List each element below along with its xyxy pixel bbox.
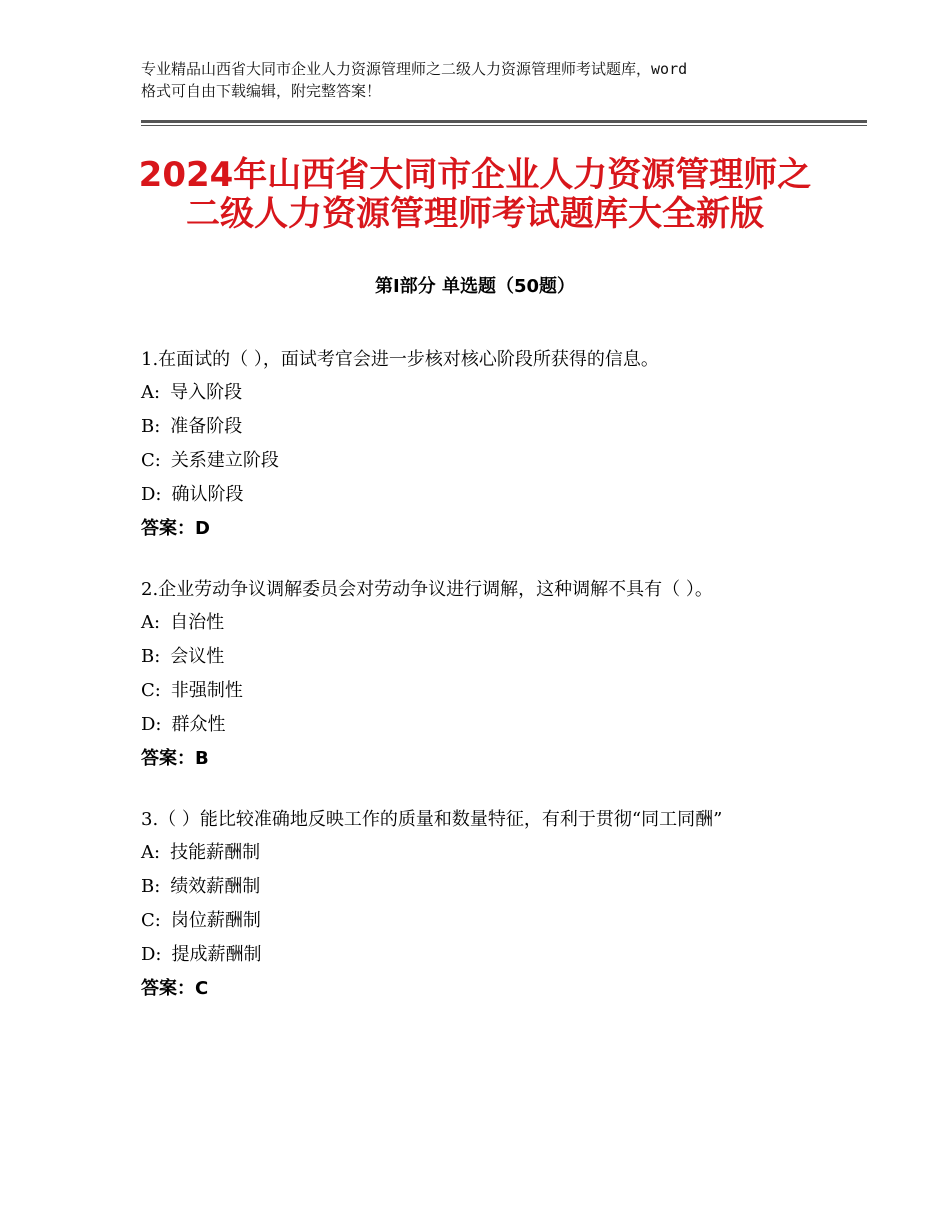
option-d <box>141 478 821 512</box>
option-letter: D: <box>141 714 162 735</box>
question-3 <box>141 804 821 1006</box>
option-text: 非强制性 <box>170 680 243 701</box>
question-text: 1.在面试的（ ），面试考官会进一步核对核心阶段所获得的信息。 <box>141 349 659 370</box>
answer: 答案：D <box>141 518 210 539</box>
document-title-line-1: 2024年山西省大同市企业人力资源管理师之 <box>138 155 812 195</box>
option-b <box>141 640 821 674</box>
option-letter: C: <box>141 910 161 931</box>
option-text: 绩效薪酬制 <box>170 876 261 897</box>
option-text: 技能薪酬制 <box>170 842 261 863</box>
option-letter: A: <box>141 612 161 633</box>
answer: 答案：B <box>141 748 209 769</box>
section-title: 第Ⅰ部分 单选题（50题） <box>374 276 575 297</box>
question-2 <box>141 574 821 776</box>
document-title-line-2: 二级人力资源管理师考试题库大全新版 <box>186 194 764 234</box>
option-letter: C: <box>141 450 161 471</box>
option-letter: D: <box>141 944 162 965</box>
question-text: 3.（ ）能比较准确地反映工作的质量和数量特征，有利于贯彻“同工同酬” <box>141 809 723 830</box>
header-note-line-2: 格式可自由下载编辑，附完整答案！ <box>141 82 382 100</box>
option-d <box>141 938 821 972</box>
option-text: 关系建立阶段 <box>170 450 279 471</box>
header-note <box>141 58 821 102</box>
option-b <box>141 410 821 444</box>
option-c <box>141 904 821 938</box>
option-letter: B: <box>141 876 161 897</box>
option-text: 导入阶段 <box>170 382 243 403</box>
option-a <box>141 606 821 640</box>
answer: 答案：C <box>141 978 209 999</box>
question-list <box>141 344 821 1034</box>
option-a <box>141 836 821 870</box>
option-letter: B: <box>141 646 161 667</box>
header-divider-thick <box>141 120 867 123</box>
option-letter: B: <box>141 416 161 437</box>
option-text: 岗位薪酬制 <box>170 910 261 931</box>
header-divider-thin <box>141 125 867 126</box>
option-letter: C: <box>141 680 161 701</box>
question-1 <box>141 344 821 546</box>
option-text: 自治性 <box>170 612 225 633</box>
option-letter: D: <box>141 484 162 505</box>
header-note-line-1: 专业精品山西省大同市企业人力资源管理师之二级人力资源管理师考试题库，word <box>141 60 688 78</box>
option-text: 群众性 <box>171 714 226 735</box>
option-text: 准备阶段 <box>170 416 243 437</box>
option-letter: A: <box>141 842 161 863</box>
document-title <box>0 156 950 234</box>
question-text: 2.企业劳动争议调解委员会对劳动争议进行调解，这种调解不具有（ ）。 <box>141 579 713 600</box>
option-text: 提成薪酬制 <box>171 944 262 965</box>
option-c <box>141 674 821 708</box>
option-d <box>141 708 821 742</box>
option-letter: A: <box>141 382 161 403</box>
option-b <box>141 870 821 904</box>
option-text: 确认阶段 <box>171 484 244 505</box>
option-text: 会议性 <box>170 646 225 667</box>
option-a <box>141 376 821 410</box>
option-c <box>141 444 821 478</box>
